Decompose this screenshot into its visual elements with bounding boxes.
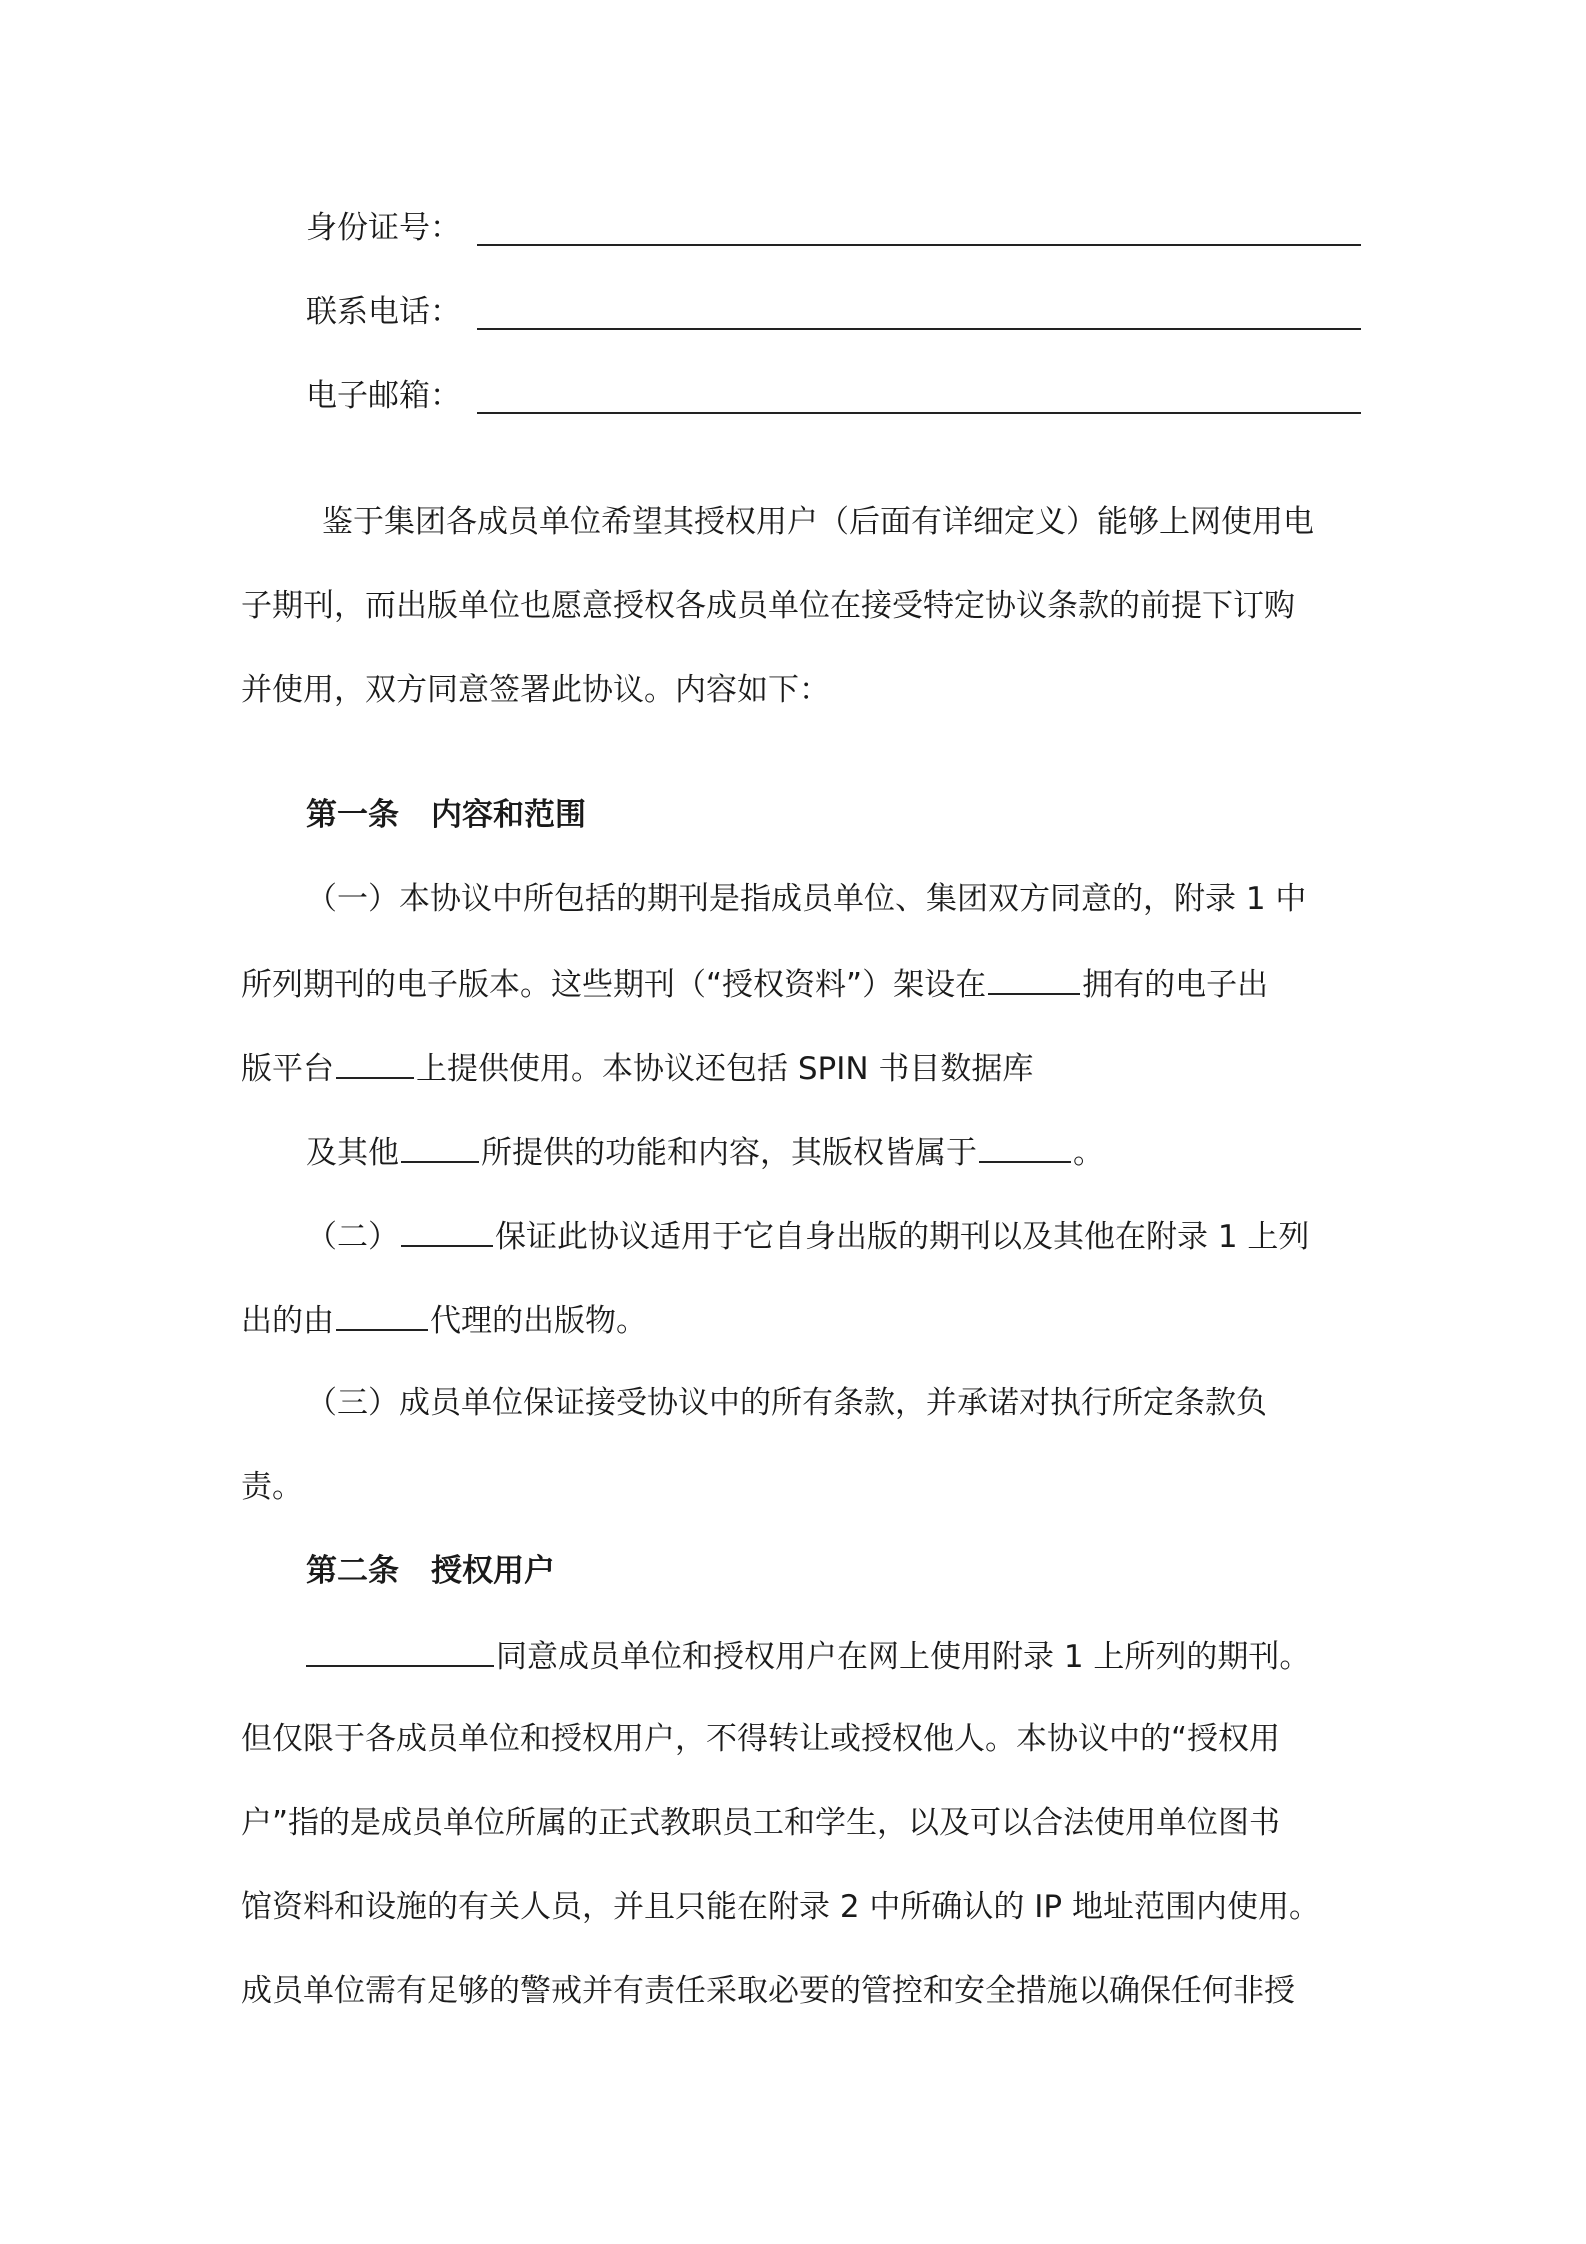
blank-copyright-owner[interactable] [979,1131,1071,1163]
art2-line-2: 但仅限于各成员单位和授权用户，不得转让或授权他人。本协议中的“授权用 [241,1721,1281,1757]
article-1-heading [306,795,586,835]
art1-p1-line-1: （一）本协议中所包括的期刊是指成员单位、集团双方同意的，附录 1 中 [306,881,1307,917]
art1-p1-line-4 [306,1131,1104,1173]
blank-guarantor[interactable] [401,1215,493,1247]
text-segment: 版平台 [241,1051,334,1087]
art2-line-5: 成员单位需有足够的警戒并有责任采取必要的管控和安全措施以确保任何非授 [241,1973,1295,2009]
text-segment: 代理的出版物。 [430,1303,647,1339]
text-segment: 。 [1073,1135,1104,1171]
art1-p2-line-2 [241,1299,647,1341]
blank-publisher[interactable] [988,963,1080,995]
text-segment: 及其他 [306,1135,399,1171]
email-label: 电子邮箱： [306,378,461,414]
phone-field[interactable] [477,328,1361,330]
article-1-number: 第一条 [306,797,399,833]
blank-licensor[interactable] [306,1635,494,1667]
text-segment: 所提供的功能和内容，其版权皆属于 [481,1135,977,1171]
text-segment: 同意成员单位和授权用户在网上使用附录 1 上所列的期刊。 [496,1639,1311,1675]
text-segment: 拥有的电子出 [1082,967,1269,1003]
text-segment: 出的由 [241,1303,334,1339]
phone-label: 联系电话： [306,294,461,330]
id-number-label: 身份证号： [306,210,461,246]
art2-line-4: 馆资料和设施的有关人员，并且只能在附录 2 中所确认的 IP 地址范围内使用。 [241,1889,1320,1925]
intro-line-1: 鉴于集团各成员单位希望其授权用户（后面有详细定义）能够上网使用电 [322,504,1314,540]
id-number-row [306,208,1361,248]
phone-row [306,292,1361,332]
blank-agent[interactable] [336,1299,428,1331]
art1-p1-line-3 [241,1047,1033,1089]
article-2-heading [306,1551,555,1591]
blank-provider[interactable] [401,1131,479,1163]
text-segment: 所列期刊的电子版本。这些期刊（“授权资料”）架设在 [241,967,987,1003]
email-field[interactable] [477,412,1361,414]
intro-line-2: 子期刊，而出版单位也愿意授权各成员单位在接受特定协议条款的前提下订购 [241,588,1295,624]
article-1-title: 内容和范围 [431,797,586,833]
art1-p1-line-2 [241,963,1268,1005]
text-segment: （二） [306,1219,399,1255]
article-2-number: 第二条 [306,1553,399,1589]
intro-line-3: 并使用，双方同意签署此协议。内容如下： [241,672,830,708]
art1-p3-line-2: 责。 [241,1469,303,1505]
art2-line-3: 户”指的是成员单位所属的正式教职员工和学生，以及可以合法使用单位图书 [241,1805,1281,1841]
blank-platform[interactable] [336,1047,414,1079]
email-row [306,376,1361,416]
art2-line-1 [306,1635,1310,1677]
art1-p2-line-1 [306,1215,1309,1257]
article-2-title: 授权用户 [431,1553,555,1589]
art1-p3-line-1: （三）成员单位保证接受协议中的所有条款，并承诺对执行所定条款负 [306,1385,1267,1421]
text-segment: 保证此协议适用于它自身出版的期刊以及其他在附录 1 上列 [495,1219,1310,1255]
id-number-field[interactable] [477,244,1361,246]
text-segment: 上提供使用。本协议还包括 SPIN 书目数据库 [416,1051,1034,1087]
